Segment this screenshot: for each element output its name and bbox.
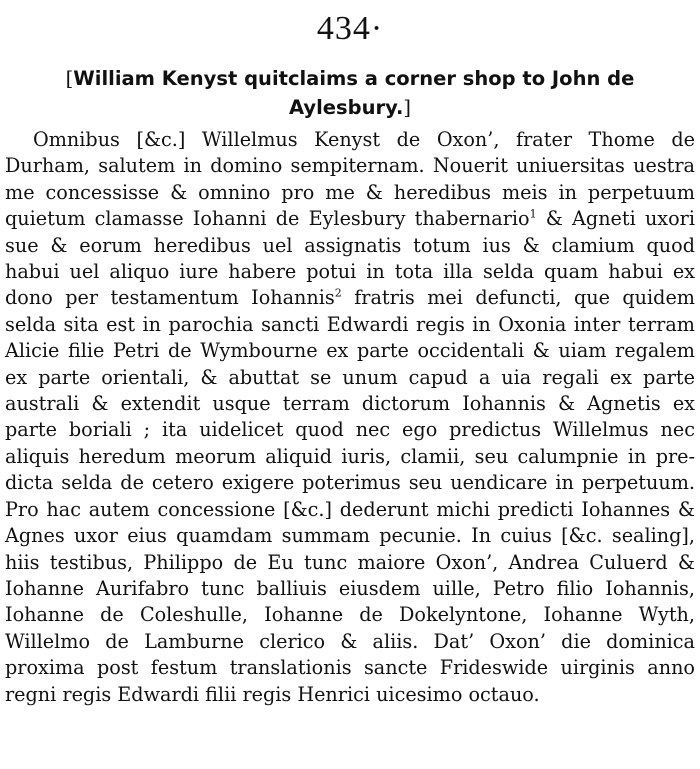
body-text-part1: Omnibus [&c.] Willelmus Kenyst de Oxon’, frater Thome de Durham, salutem in domino sempiternam. Nouerit uniuersitas uestra me concessisse & omnino pro me & heredibus meis in perpetuum quietum clamasse Iohanni de Eylesbury thabernario <box>5 128 695 231</box>
body-text-part2: & Agneti uxori sue & eorum heredibus uel assignatis totum ius & clamium quod habui uel aliquo iure habere potui in tota illa selda quam habui ex dono per testamentum Iohannis <box>5 207 695 310</box>
charter-number: 434· <box>316 10 384 47</box>
body-text-part3: fratris mei defuncti, que quidem selda sita est in parochia sancti Edwardi regis in Oxonia inter terram Alicie filie Petri de Wymbourne ex parte occidentali & uiam regalem ex parte orientali, & abuttat se unum capud a uia regali ex parte australi & extendit usque terram dictorum Iohannis & Agnetis ex parte boriali ; ita uidelicet quod nec ego predictus Willelmus nec aliquis heredum meorum aliquid iuris, clamii, seu calumpnie in predicta selda de cetero exigere poterimus seu uendicare in perpetuum. Pro hac autem concessione [&c.] dederunt michi predicti Iohannes & Agnes uxor eius quamdam summam pecunie. In cuius [&c. sealing], hiis testibus, Philippo de Eu tunc maiore Oxon’, Andrea Culuerd & Iohanne Aurifabro tunc balliuis eiusdem uille, Petro filio Iohannis, Iohanne de Coleshulle, Iohanne de Dokelyntone, Iohanne Wyth, Willelmo de Lamburne clerico & aliis. Dat’ Oxon’ die dominica proxima post festum translationis sancte Frideswide uirginis anno regni regis Edwardi filii regis Henrici uicesimo octauo. <box>5 286 695 706</box>
heading-close-bracket: ] <box>403 96 412 119</box>
charter-paragraph <box>5 127 695 708</box>
heading-open-bracket: [ <box>65 67 74 90</box>
footnote-marker-2: 2 <box>334 287 342 301</box>
document-page <box>5 10 695 708</box>
footnote-marker-1: 1 <box>529 207 537 221</box>
heading-title: William Kenyst quitclaims a corner shop to John de Aylesbury. <box>73 67 635 119</box>
charter-heading <box>5 64 695 122</box>
charter-body <box>5 127 695 708</box>
